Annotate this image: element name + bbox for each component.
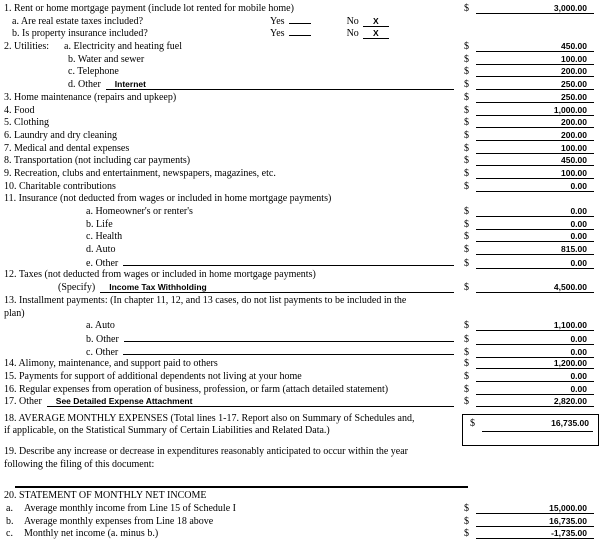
line-20b-label: Average monthly expenses from Line 18 above xyxy=(24,515,214,527)
dollar-sign: $ xyxy=(464,142,469,154)
line-3-row xyxy=(0,92,600,105)
line-12-row xyxy=(0,269,600,282)
line-9-row xyxy=(0,168,600,181)
amount-column xyxy=(463,219,600,232)
line-12-specify-label: (Specify) xyxy=(58,282,96,294)
dollar-sign: $ xyxy=(464,53,469,65)
dollar-sign: $ xyxy=(464,503,469,515)
line-11e-row xyxy=(0,257,600,270)
line-16-label: 16. Regular expenses from operation of business, profession, or farm (attach detailed statement) xyxy=(4,383,389,395)
line-6-amount-field[interactable]: 200.00 xyxy=(476,130,594,141)
line-9-label: 9. Recreation, clubs and entertainment, newspapers, magazines, etc. xyxy=(4,167,276,179)
dollar-sign: $ xyxy=(464,91,469,103)
yes-label: Yes xyxy=(270,15,285,27)
line-18-total-amount-field[interactable]: 16,735.00 xyxy=(482,418,593,432)
line-2d-amount-field[interactable]: 250.00 xyxy=(476,79,594,90)
dollar-sign: $ xyxy=(464,155,469,167)
amount-column xyxy=(463,143,600,156)
amount-column xyxy=(463,181,600,194)
amount-column xyxy=(463,155,600,168)
amount-column xyxy=(463,231,600,244)
line-2a-row xyxy=(0,41,600,54)
line-1b-no-mark[interactable]: X xyxy=(363,28,389,39)
line-1a-label: a. Are real estate taxes included? xyxy=(12,15,144,27)
line-12-amount-field[interactable]: 4,500.00 xyxy=(476,282,594,293)
line-1b-row xyxy=(0,28,600,41)
line-2b-label: b. Water and sewer xyxy=(68,53,145,65)
line-2d-fill-field[interactable]: Internet xyxy=(106,79,454,90)
line-1b-label: b. Is property insurance included? xyxy=(12,28,148,40)
line-15-row xyxy=(0,371,600,384)
line-11d-label: d. Auto xyxy=(86,244,116,256)
amount-column xyxy=(463,54,600,67)
amount-column xyxy=(463,105,600,118)
line-1-amount-field[interactable]: 3,000.00 xyxy=(476,3,594,14)
dollar-sign: $ xyxy=(464,528,469,540)
line-13-row xyxy=(0,295,600,308)
line-2b-row xyxy=(0,54,600,67)
amount-column xyxy=(463,528,600,541)
dollar-sign: $ xyxy=(464,66,469,78)
line-11b-row xyxy=(0,219,600,232)
dollar-sign: $ xyxy=(464,231,469,243)
no-label: No xyxy=(346,15,359,27)
line-20a-label: Average monthly income from Line 15 of Schedule I xyxy=(24,503,236,515)
dollar-sign: $ xyxy=(464,383,469,395)
line-2c-amount-field[interactable]: 200.00 xyxy=(476,66,594,77)
dollar-sign: $ xyxy=(464,41,469,53)
line-11a-label: a. Homeowner's or renter's xyxy=(86,206,193,217)
line-11e-fill-field[interactable] xyxy=(123,257,454,266)
line-16-amount-field[interactable]: 0.00 xyxy=(476,384,594,395)
line-4-amount-field[interactable]: 1,000.00 xyxy=(476,105,594,116)
line-4-row xyxy=(0,105,600,118)
amount-column xyxy=(463,206,600,219)
line-12-label: 12. Taxes (not deducted from wages or included in home mortgage payments) xyxy=(4,269,316,281)
dollar-sign: $ xyxy=(464,515,469,527)
line-19-label-2: following the filing of this document: xyxy=(4,458,155,470)
line-17-row xyxy=(0,396,600,409)
dollar-sign: $ xyxy=(464,79,469,91)
amount-column xyxy=(463,244,600,257)
line-11a-amount-field[interactable]: 0.00 xyxy=(476,206,594,217)
line-11c-row xyxy=(0,231,600,244)
line-11-row xyxy=(0,193,600,206)
line-1a-no-mark[interactable]: X xyxy=(363,16,389,27)
line-18-label-1: 18. AVERAGE MONTHLY EXPENSES (Total lines 1-17. Report also on Summary of Schedules and, xyxy=(4,413,415,424)
line-19-row xyxy=(0,446,600,459)
line-5-label: 5. Clothing xyxy=(4,117,50,129)
line-11b-label: b. Life xyxy=(86,218,113,230)
line-18-label-2: if applicable, on the Statistical Summary of Certain Liabilities and Related Data.) xyxy=(4,425,330,437)
line-13b-amount-field[interactable]: 0.00 xyxy=(476,334,594,345)
amount-column xyxy=(463,503,600,516)
line-13a-row xyxy=(0,320,600,333)
line-2c-label: c. Telephone xyxy=(68,66,119,78)
line-7-amount-field[interactable]: 100.00 xyxy=(476,143,594,154)
line-18-total-block xyxy=(0,413,600,446)
line-10-amount-field[interactable]: 0.00 xyxy=(476,181,594,192)
line-1-row xyxy=(0,3,600,16)
amount-column xyxy=(463,130,600,143)
line-17-label: 17. Other xyxy=(4,396,42,408)
line-13-label-2: plan) xyxy=(4,307,25,319)
line-20c-amount-field[interactable]: -1,735.00 xyxy=(476,528,594,539)
line-20b-row xyxy=(0,516,600,529)
line-18-total-box xyxy=(462,414,599,446)
line-19-label-1: 19. Describe any increase or decrease in expenditures reasonably anticipated to occur within the year xyxy=(4,446,408,457)
line-1a-row xyxy=(0,16,600,29)
line-1b-yes-blank[interactable] xyxy=(289,35,311,36)
line-2c-row xyxy=(0,66,600,79)
line-13c-row xyxy=(0,346,600,359)
line-16-row xyxy=(0,384,600,397)
line-4-label: 4. Food xyxy=(4,104,35,116)
line-11e-amount-field[interactable]: 0.00 xyxy=(476,258,594,269)
line-6-label: 6. Laundry and dry cleaning xyxy=(4,129,118,141)
amount-column xyxy=(463,334,600,347)
dollar-sign: $ xyxy=(464,370,469,382)
line-20a-amount-field[interactable]: 15,000.00 xyxy=(476,503,594,514)
line-13c-amount-field[interactable]: 0.00 xyxy=(476,347,594,358)
amount-column xyxy=(463,66,600,79)
amount-column xyxy=(463,92,600,105)
line-7-row xyxy=(0,143,600,156)
line-13c-fill-field[interactable] xyxy=(123,346,454,355)
line-11b-amount-field[interactable]: 0.00 xyxy=(476,219,594,230)
line-11a-row xyxy=(0,206,600,219)
dollar-sign: $ xyxy=(464,244,469,256)
dollar-sign: $ xyxy=(464,218,469,230)
line-9-amount-field[interactable]: 100.00 xyxy=(476,168,594,179)
dollar-sign: $ xyxy=(464,346,469,358)
line-15-amount-field[interactable]: 0.00 xyxy=(476,371,594,382)
line-13-label-1: 13. Installment payments: (In chapter 11, 12, and 13 cases, do not list payments to be included in the xyxy=(4,294,407,306)
amount-column xyxy=(463,384,600,397)
line-19-continuation-row xyxy=(0,459,600,472)
line-20-header-row xyxy=(0,490,600,503)
line-13-continuation-row xyxy=(0,308,600,321)
dollar-sign: $ xyxy=(464,117,469,129)
line-11-label: 11. Insurance (not deducted from wages or included in home mortgage payments) xyxy=(4,193,332,205)
line-12-specify-fill-field[interactable]: Income Tax Withholding xyxy=(100,282,454,293)
line-5-row xyxy=(0,117,600,130)
line-14-row xyxy=(0,358,600,371)
amount-column xyxy=(463,41,600,54)
line-1-label: 1. Rent or home mortgage payment (include lot rented for mobile home) xyxy=(4,3,294,14)
dollar-sign: $ xyxy=(464,3,469,14)
line-13b-label: b. Other xyxy=(86,333,119,345)
line-14-amount-field[interactable]: 1,200.00 xyxy=(476,358,594,369)
dollar-sign: $ xyxy=(464,396,469,408)
amount-column xyxy=(463,516,600,529)
line-13c-label: c. Other xyxy=(86,346,119,358)
line-12-specify-row xyxy=(0,282,600,295)
line-8-label: 8. Transportation (not including car payments) xyxy=(4,155,191,167)
line-2d-row xyxy=(0,79,600,92)
line-8-amount-field[interactable]: 450.00 xyxy=(476,155,594,166)
line-17-fill-field[interactable]: See Detailed Expense Attachment xyxy=(47,396,454,407)
dollar-sign: $ xyxy=(464,320,469,332)
line-2b-amount-field[interactable]: 100.00 xyxy=(476,54,594,65)
line-2a-label: a. Electricity and heating fuel xyxy=(64,41,183,53)
amount-column xyxy=(463,371,600,384)
dollar-sign: $ xyxy=(464,167,469,179)
line-17-amount-field[interactable]: 2,820.00 xyxy=(476,396,594,407)
line-20b-letter: b. xyxy=(6,515,14,527)
line-20c-row xyxy=(0,528,600,541)
line-2a-amount-field[interactable]: 450.00 xyxy=(476,41,594,52)
line-11d-row xyxy=(0,244,600,257)
amount-column xyxy=(463,282,600,295)
line-13b-fill-field[interactable] xyxy=(124,333,454,342)
line-1a-yes-blank[interactable] xyxy=(289,23,311,24)
dollar-sign: $ xyxy=(464,129,469,141)
line-11c-label: c. Health xyxy=(86,231,123,243)
statement-of-net-income-section xyxy=(0,490,600,541)
line-2d-label: d. Other xyxy=(68,79,101,91)
dollar-sign: $ xyxy=(464,104,469,116)
line-19-answer-blank[interactable] xyxy=(15,486,468,488)
dollar-sign: $ xyxy=(464,180,469,192)
dollar-sign: $ xyxy=(464,206,469,217)
line-20c-letter: c. xyxy=(6,528,13,540)
line-11e-label: e. Other xyxy=(86,257,119,269)
dollar-sign: $ xyxy=(470,418,475,429)
line-11c-amount-field[interactable]: 0.00 xyxy=(476,231,594,242)
dollar-sign: $ xyxy=(464,257,469,269)
line-13a-amount-field[interactable]: 1,100.00 xyxy=(476,320,594,331)
line-5-amount-field[interactable]: 200.00 xyxy=(476,117,594,128)
amount-column xyxy=(463,117,600,130)
dollar-sign: $ xyxy=(464,358,469,370)
line-3-amount-field[interactable]: 250.00 xyxy=(476,92,594,103)
line-14-label: 14. Alimony, maintenance, and support paid to others xyxy=(4,358,218,370)
line-3-label: 3. Home maintenance (repairs and upkeep) xyxy=(4,91,177,103)
line-20-heading: 20. STATEMENT OF MONTHLY NET INCOME xyxy=(4,490,207,502)
line-13b-row xyxy=(0,333,600,346)
line-10-label: 10. Charitable contributions xyxy=(4,180,116,192)
line-7-label: 7. Medical and dental expenses xyxy=(4,142,130,154)
line-18-label xyxy=(0,413,462,438)
no-label: No xyxy=(346,28,359,40)
line-6-row xyxy=(0,130,600,143)
amount-column xyxy=(463,79,600,92)
line-11d-amount-field[interactable]: 815.00 xyxy=(476,244,594,255)
amount-column xyxy=(463,168,600,181)
line-10-row xyxy=(0,181,600,194)
line-8-row xyxy=(0,155,600,168)
line-20c-label: Monthly net income (a. minus b.) xyxy=(24,528,159,540)
line-20b-amount-field[interactable]: 16,735.00 xyxy=(476,516,594,527)
amount-column xyxy=(463,320,600,333)
line-13a-label: a. Auto xyxy=(86,320,115,332)
amount-column xyxy=(463,396,600,409)
line-20a-row xyxy=(0,503,600,516)
dollar-sign: $ xyxy=(464,282,469,294)
amount-column xyxy=(463,358,600,371)
line-15-label: 15. Payments for support of additional dependents not living at your home xyxy=(4,370,302,382)
dollar-sign: $ xyxy=(464,333,469,345)
line-2-prefix: 2. Utilities: xyxy=(4,41,49,53)
amount-column xyxy=(463,3,600,16)
yes-label: Yes xyxy=(270,28,285,40)
line-20a-letter: a. xyxy=(6,503,13,515)
